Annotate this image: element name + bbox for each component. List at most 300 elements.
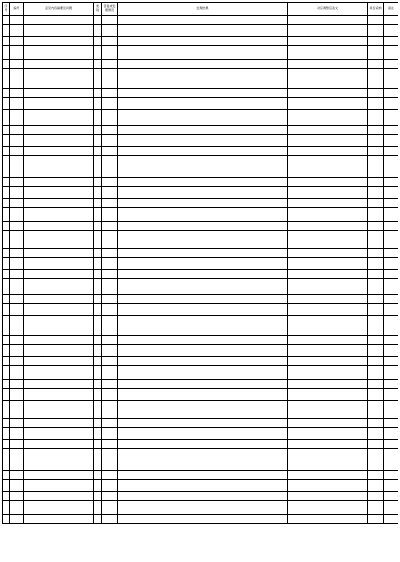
cell-index bbox=[3, 336, 10, 345]
cell-code bbox=[10, 366, 24, 380]
cell-type bbox=[94, 156, 102, 178]
cell-revised-text bbox=[288, 471, 368, 480]
cell-code bbox=[10, 16, 24, 25]
cell-reply-code bbox=[102, 449, 118, 471]
cell-code bbox=[10, 270, 24, 279]
cell-reply bbox=[118, 110, 288, 126]
cell-reply-code bbox=[102, 222, 118, 231]
table-row bbox=[3, 147, 399, 156]
cell-index bbox=[3, 126, 10, 135]
cell-reply-code bbox=[102, 419, 118, 428]
cell-note bbox=[384, 199, 399, 208]
cell-summary bbox=[24, 380, 94, 389]
cell-index bbox=[3, 46, 10, 60]
cell-summary bbox=[24, 222, 94, 231]
cell-type bbox=[94, 208, 102, 222]
cell-flag bbox=[368, 501, 384, 515]
cell-summary bbox=[24, 449, 94, 471]
cell-reply-code bbox=[102, 126, 118, 135]
cell-type bbox=[94, 389, 102, 401]
cell-index bbox=[3, 449, 10, 471]
cell-reply bbox=[118, 69, 288, 89]
cell-type bbox=[94, 249, 102, 258]
cell-reply-code bbox=[102, 178, 118, 187]
cell-revised-text bbox=[288, 492, 368, 501]
cell-reply-code bbox=[102, 345, 118, 357]
header-cell: 类别 bbox=[94, 3, 102, 16]
cell-summary bbox=[24, 515, 94, 524]
table-header-row bbox=[3, 3, 399, 16]
cell-code bbox=[10, 295, 24, 304]
cell-flag bbox=[368, 471, 384, 480]
cell-reply bbox=[118, 135, 288, 147]
table-row bbox=[3, 515, 399, 524]
table-row bbox=[3, 16, 399, 25]
cell-index bbox=[3, 428, 10, 440]
cell-summary bbox=[24, 249, 94, 258]
cell-code bbox=[10, 231, 24, 249]
cell-revised-text bbox=[288, 480, 368, 492]
cell-reply bbox=[118, 270, 288, 279]
cell-summary bbox=[24, 25, 94, 37]
cell-note bbox=[384, 419, 399, 428]
cell-revised-text bbox=[288, 270, 368, 279]
cell-reply bbox=[118, 501, 288, 515]
cell-code bbox=[10, 208, 24, 222]
cell-flag bbox=[368, 316, 384, 336]
cell-revised-text bbox=[288, 249, 368, 258]
cell-note bbox=[384, 98, 399, 110]
cell-type bbox=[94, 69, 102, 89]
cell-index bbox=[3, 389, 10, 401]
cell-flag bbox=[368, 135, 384, 147]
cell-flag bbox=[368, 480, 384, 492]
cell-note bbox=[384, 440, 399, 449]
cell-reply bbox=[118, 440, 288, 449]
cell-revised-text bbox=[288, 428, 368, 440]
cell-revised-text bbox=[288, 231, 368, 249]
table-row bbox=[3, 304, 399, 316]
cell-note bbox=[384, 46, 399, 60]
cell-flag bbox=[368, 69, 384, 89]
cell-note bbox=[384, 178, 399, 187]
cell-type bbox=[94, 135, 102, 147]
cell-reply-code bbox=[102, 249, 118, 258]
cell-code bbox=[10, 98, 24, 110]
cell-summary bbox=[24, 345, 94, 357]
cell-reply bbox=[118, 401, 288, 419]
cell-summary bbox=[24, 135, 94, 147]
table-row bbox=[3, 69, 399, 89]
cell-revised-text bbox=[288, 16, 368, 25]
table-row bbox=[3, 345, 399, 357]
cell-index bbox=[3, 187, 10, 199]
cell-reply-code bbox=[102, 492, 118, 501]
cell-type bbox=[94, 199, 102, 208]
table-row bbox=[3, 249, 399, 258]
cell-revised-text bbox=[288, 389, 368, 401]
cell-revised-text bbox=[288, 449, 368, 471]
cell-revised-text bbox=[288, 345, 368, 357]
cell-reply-code bbox=[102, 60, 118, 69]
cell-reply bbox=[118, 428, 288, 440]
cell-type bbox=[94, 279, 102, 295]
cell-note bbox=[384, 304, 399, 316]
cell-summary bbox=[24, 156, 94, 178]
cell-reply-code bbox=[102, 147, 118, 156]
cell-reply-code bbox=[102, 480, 118, 492]
cell-reply-code bbox=[102, 135, 118, 147]
cell-note bbox=[384, 449, 399, 471]
cell-note bbox=[384, 492, 399, 501]
cell-revised-text bbox=[288, 208, 368, 222]
cell-note bbox=[384, 258, 399, 270]
cell-note bbox=[384, 345, 399, 357]
cell-reply-code bbox=[102, 16, 118, 25]
cell-index bbox=[3, 295, 10, 304]
cell-note bbox=[384, 208, 399, 222]
header-cell: 编号 bbox=[10, 3, 24, 16]
cell-note bbox=[384, 222, 399, 231]
cell-reply bbox=[118, 156, 288, 178]
cell-code bbox=[10, 258, 24, 270]
cell-note bbox=[384, 60, 399, 69]
cell-type bbox=[94, 187, 102, 199]
table-row bbox=[3, 440, 399, 449]
cell-type bbox=[94, 419, 102, 428]
cell-type bbox=[94, 110, 102, 126]
cell-index bbox=[3, 135, 10, 147]
cell-flag bbox=[368, 199, 384, 208]
table-row bbox=[3, 316, 399, 336]
cell-reply bbox=[118, 187, 288, 199]
cell-index bbox=[3, 357, 10, 366]
cell-note bbox=[384, 270, 399, 279]
cell-flag bbox=[368, 147, 384, 156]
table-row bbox=[3, 449, 399, 471]
cell-type bbox=[94, 295, 102, 304]
table-row bbox=[3, 60, 399, 69]
cell-index bbox=[3, 222, 10, 231]
cell-index bbox=[3, 270, 10, 279]
table-row bbox=[3, 126, 399, 135]
cell-reply bbox=[118, 46, 288, 60]
cell-revised-text bbox=[288, 304, 368, 316]
cell-reply bbox=[118, 126, 288, 135]
cell-flag bbox=[368, 492, 384, 501]
cell-reply bbox=[118, 295, 288, 304]
cell-flag bbox=[368, 231, 384, 249]
cell-code bbox=[10, 69, 24, 89]
cell-code bbox=[10, 440, 24, 449]
cell-summary bbox=[24, 16, 94, 25]
cell-reply bbox=[118, 471, 288, 480]
table-row bbox=[3, 279, 399, 295]
cell-note bbox=[384, 336, 399, 345]
cell-reply bbox=[118, 37, 288, 46]
cell-flag bbox=[368, 126, 384, 135]
cell-code bbox=[10, 380, 24, 389]
cell-summary bbox=[24, 178, 94, 187]
table-row bbox=[3, 492, 399, 501]
cell-flag bbox=[368, 345, 384, 357]
cell-index bbox=[3, 401, 10, 419]
cell-reply-code bbox=[102, 440, 118, 449]
cell-type bbox=[94, 501, 102, 515]
cell-code bbox=[10, 501, 24, 515]
table-row bbox=[3, 187, 399, 199]
cell-reply bbox=[118, 98, 288, 110]
cell-index bbox=[3, 110, 10, 126]
table-row bbox=[3, 37, 399, 46]
cell-code bbox=[10, 480, 24, 492]
cell-type bbox=[94, 270, 102, 279]
cell-summary bbox=[24, 126, 94, 135]
cell-revised-text bbox=[288, 156, 368, 178]
cell-note bbox=[384, 110, 399, 126]
cell-code bbox=[10, 449, 24, 471]
cell-summary bbox=[24, 258, 94, 270]
cell-type bbox=[94, 316, 102, 336]
table-row bbox=[3, 480, 399, 492]
cell-index bbox=[3, 440, 10, 449]
cell-flag bbox=[368, 304, 384, 316]
cell-reply-code bbox=[102, 270, 118, 279]
cell-code bbox=[10, 147, 24, 156]
cell-code bbox=[10, 37, 24, 46]
cell-revised-text bbox=[288, 222, 368, 231]
cell-code bbox=[10, 471, 24, 480]
cell-flag bbox=[368, 515, 384, 524]
cell-reply-code bbox=[102, 69, 118, 89]
cell-index bbox=[3, 98, 10, 110]
cell-index bbox=[3, 231, 10, 249]
cell-index bbox=[3, 501, 10, 515]
table-row bbox=[3, 357, 399, 366]
cell-note bbox=[384, 316, 399, 336]
cell-note bbox=[384, 89, 399, 98]
cell-revised-text bbox=[288, 440, 368, 449]
cell-note bbox=[384, 249, 399, 258]
cell-index bbox=[3, 156, 10, 178]
cell-reply bbox=[118, 419, 288, 428]
header-cell: 处理结果 bbox=[118, 3, 288, 16]
cell-reply-code bbox=[102, 501, 118, 515]
cell-reply-code bbox=[102, 366, 118, 380]
table-row bbox=[3, 419, 399, 428]
cell-flag bbox=[368, 16, 384, 25]
cell-index bbox=[3, 60, 10, 69]
cell-flag bbox=[368, 336, 384, 345]
cell-type bbox=[94, 336, 102, 345]
cell-reply-code bbox=[102, 279, 118, 295]
cell-reply-code bbox=[102, 46, 118, 60]
cell-note bbox=[384, 428, 399, 440]
cell-code bbox=[10, 428, 24, 440]
cell-revised-text bbox=[288, 419, 368, 428]
cell-flag bbox=[368, 208, 384, 222]
cell-reply bbox=[118, 208, 288, 222]
cell-flag bbox=[368, 37, 384, 46]
cell-flag bbox=[368, 187, 384, 199]
cell-summary bbox=[24, 187, 94, 199]
table-row bbox=[3, 428, 399, 440]
cell-revised-text bbox=[288, 178, 368, 187]
table-row bbox=[3, 295, 399, 304]
cell-flag bbox=[368, 440, 384, 449]
cell-revised-text bbox=[288, 401, 368, 419]
cell-type bbox=[94, 37, 102, 46]
cell-revised-text bbox=[288, 147, 368, 156]
cell-type bbox=[94, 25, 102, 37]
cell-code bbox=[10, 345, 24, 357]
table-row bbox=[3, 208, 399, 222]
cell-note bbox=[384, 480, 399, 492]
cell-index bbox=[3, 515, 10, 524]
cell-index bbox=[3, 316, 10, 336]
cell-code bbox=[10, 25, 24, 37]
cell-reply bbox=[118, 222, 288, 231]
cell-note bbox=[384, 366, 399, 380]
cell-summary bbox=[24, 147, 94, 156]
cell-summary bbox=[24, 316, 94, 336]
cell-index bbox=[3, 345, 10, 357]
cell-revised-text bbox=[288, 25, 368, 37]
cell-reply bbox=[118, 231, 288, 249]
cell-flag bbox=[368, 366, 384, 380]
cell-summary bbox=[24, 389, 94, 401]
cell-revised-text bbox=[288, 380, 368, 389]
table-row bbox=[3, 178, 399, 187]
table-row bbox=[3, 401, 399, 419]
header-cell: 是否采纳 bbox=[368, 3, 384, 16]
cell-reply-code bbox=[102, 231, 118, 249]
cell-type bbox=[94, 515, 102, 524]
cell-note bbox=[384, 231, 399, 249]
cell-type bbox=[94, 258, 102, 270]
cell-reply bbox=[118, 16, 288, 25]
cell-index bbox=[3, 16, 10, 25]
cell-reply bbox=[118, 357, 288, 366]
cell-code bbox=[10, 336, 24, 345]
cell-note bbox=[384, 295, 399, 304]
cell-index bbox=[3, 380, 10, 389]
cell-revised-text bbox=[288, 357, 368, 366]
cell-reply bbox=[118, 316, 288, 336]
cell-type bbox=[94, 178, 102, 187]
cell-reply-code bbox=[102, 98, 118, 110]
cell-flag bbox=[368, 428, 384, 440]
cell-flag bbox=[368, 249, 384, 258]
cell-code bbox=[10, 419, 24, 428]
cell-reply-code bbox=[102, 89, 118, 98]
table-row bbox=[3, 389, 399, 401]
cell-type bbox=[94, 471, 102, 480]
cell-reply-code bbox=[102, 316, 118, 336]
cell-type bbox=[94, 401, 102, 419]
cell-reply-code bbox=[102, 37, 118, 46]
cell-reply-code bbox=[102, 336, 118, 345]
cell-code bbox=[10, 89, 24, 98]
cell-reply-code bbox=[102, 389, 118, 401]
cell-reply-code bbox=[102, 515, 118, 524]
cell-type bbox=[94, 304, 102, 316]
header-cell: 意见内容摘要及问题 bbox=[24, 3, 94, 16]
cell-index bbox=[3, 279, 10, 295]
cell-note bbox=[384, 156, 399, 178]
cell-revised-text bbox=[288, 69, 368, 89]
cell-flag bbox=[368, 25, 384, 37]
cell-reply-code bbox=[102, 357, 118, 366]
cell-index bbox=[3, 37, 10, 46]
cell-reply-code bbox=[102, 25, 118, 37]
cell-reply bbox=[118, 249, 288, 258]
cell-flag bbox=[368, 270, 384, 279]
cell-flag bbox=[368, 89, 384, 98]
cell-flag bbox=[368, 46, 384, 60]
cell-revised-text bbox=[288, 199, 368, 208]
cell-index bbox=[3, 249, 10, 258]
cell-flag bbox=[368, 419, 384, 428]
cell-revised-text bbox=[288, 187, 368, 199]
cell-summary bbox=[24, 480, 94, 492]
cell-revised-text bbox=[288, 110, 368, 126]
cell-type bbox=[94, 16, 102, 25]
cell-flag bbox=[368, 449, 384, 471]
table-row bbox=[3, 199, 399, 208]
cell-reply bbox=[118, 147, 288, 156]
cell-flag bbox=[368, 98, 384, 110]
cell-flag bbox=[368, 258, 384, 270]
cell-reply bbox=[118, 366, 288, 380]
cell-type bbox=[94, 428, 102, 440]
cell-reply bbox=[118, 25, 288, 37]
cell-flag bbox=[368, 357, 384, 366]
cell-index bbox=[3, 366, 10, 380]
cell-type bbox=[94, 492, 102, 501]
cell-flag bbox=[368, 178, 384, 187]
cell-flag bbox=[368, 110, 384, 126]
cell-code bbox=[10, 222, 24, 231]
cell-summary bbox=[24, 419, 94, 428]
cell-revised-text bbox=[288, 501, 368, 515]
cell-summary bbox=[24, 501, 94, 515]
cell-summary bbox=[24, 279, 94, 295]
cell-index bbox=[3, 492, 10, 501]
table-row bbox=[3, 89, 399, 98]
cell-reply bbox=[118, 258, 288, 270]
cell-index bbox=[3, 304, 10, 316]
cell-summary bbox=[24, 69, 94, 89]
cell-revised-text bbox=[288, 46, 368, 60]
cell-reply-code bbox=[102, 471, 118, 480]
cell-index bbox=[3, 208, 10, 222]
cell-type bbox=[94, 147, 102, 156]
cell-reply bbox=[118, 345, 288, 357]
cell-reply bbox=[118, 336, 288, 345]
table-row bbox=[3, 222, 399, 231]
cell-type bbox=[94, 126, 102, 135]
cell-summary bbox=[24, 471, 94, 480]
cell-reply-code bbox=[102, 110, 118, 126]
cell-type bbox=[94, 449, 102, 471]
cell-reply-code bbox=[102, 401, 118, 419]
table-body bbox=[3, 16, 399, 524]
cell-type bbox=[94, 440, 102, 449]
table-row bbox=[3, 98, 399, 110]
table-row bbox=[3, 270, 399, 279]
cell-reply bbox=[118, 89, 288, 98]
